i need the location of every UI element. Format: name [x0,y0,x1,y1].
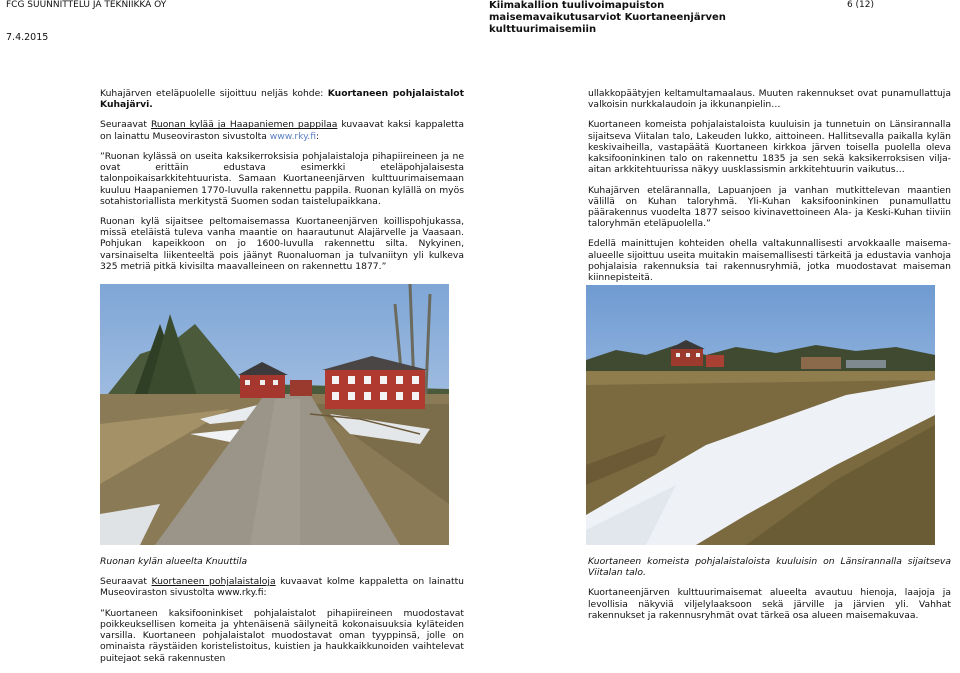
source2-text-a: Seuraavat [100,576,152,588]
right-column-top [588,88,951,292]
paragraph-landscape: Kuortaneenjärven kulttuurimaisemat alueelta avautuu hienoja, laajoja ja levollisia näkyviä viljelylaaksoon sekä järville ja järvien yli. Vahhat rakennukset ja rakennusryhmät ovat tärkeä osa alueen maisemakuvaa. [588,587,951,621]
source2-text-b: kuvaavat kolme kappaletta on lainattu Museoviraston sivustolta www.rky.fi: [100,576,464,599]
source-text-a: Seuraavat [100,119,151,131]
caption-ruona: Ruonan kylän alueelta Knuuttila [100,556,248,567]
paragraph-source-2 [100,576,464,598]
document-date: 7.4.2015 [6,32,49,43]
rky-link[interactable]: www.rky.fi [269,130,317,142]
source-link-pohjalaistalot[interactable]: Kuortaneen pohjalaistaloja [151,576,276,588]
title-line-1: Kiimakallion tuulivoimapuiston [489,0,665,11]
source-text-b: kuvaavat kaksi kappaletta on lainattu Museoviraston sivustolta [100,119,464,142]
left-column-bottom [100,556,464,673]
photo-ruona-village [100,284,449,545]
quote-ruona-2: Ruonan kylä sijaitsee peltomaisemassa Kuortaneenjärven koillispohjukassa, missä eteläistä tuleva vanha maantie on haarautunut Alajärvelle ja Vaasaan. Pohjukan kapeikkoon on jo 1600-luvulla rakennettu silta. Nykyinen, varsinaiselta liikenteeltä pois jäänyt Ruonaluoman ja tulvaniityn yli kulkeva 325 metriä pitkä kivisilta maavalleineen on rakennettu 1877.” [100,215,464,272]
intro-text: Kuhajärven eteläpuolelle sijoittuu neljäs kohde: [100,88,328,99]
paragraph-intro [100,88,464,110]
source-text-c: : [316,130,320,142]
photo-viitala-house [586,285,935,545]
source-link-ruona[interactable]: Ruonan kylää ja Haapaniemen pappilaa [150,119,338,131]
intro-bold: Kuortaneen pohjalaistalot Kuhajärvi. [100,88,464,111]
paragraph-other-buildings: Edellä mainittujen kohteiden ohella valtakunnallisesti arvokkaalle maisema-alueelle sijoittuu useita muitakin maisemallisesti tärkeitä ja edustavia vanhoja pohjalaisia rakennuksia tai rakennusryhmiä, jotka muodostavat maiseman kiinnepisteitä. [588,238,951,284]
paragraph-kuha: Kuhajärven etelärannalla, Lapuanjoen ja vanhan mutkittelevan maantien välillä on Kuhan taloryhmä. Yli-Kuhan kaksifooninkinen punamullattu päärakennus vuodelta 1877 seisoo kivinavettoineen Ala- ja Keski-Kuhan tiiviin taloryhmän eteläpuolella.” [588,184,951,230]
company-name: FCG SUUNNITTELU JA TEKNIIKKA OY [6,0,167,10]
page-number: 6 (12) [846,0,874,10]
quote-ruona-1: ”Ruonan kylässä on useita kaksikerroksisia pohjalaistaloja pihapiireineen ja ne ovat erittäin edustava esimerkki eteläpohjalaisesta talonpoikaisarkkitehtuurista. Samaan Kuortaneenjärven kulttuurimaisemaan kuuluu Haapaniemen 1770-luvulla rakennettu pappila. Ruonan kylällä on myös sotahistoriallista merkitystä Suomen sodan taistelupaikkana. [100,150,464,207]
quote-pohjalaistalot: ”Kuortaneen kaksifooninkiset pohjalaistalot pihapiireineen muodostavat poikkeuksellisen komeita ja yhtenäisenä säilyneitä kokonaisuuksia kyläteiden varsilla. Kuortaneen pohjalaistalot muodostavat oman tyyppinsä, jolle on ominaista räystäiden koristelistoitus, kuistien ja haukkaikkunoiden vaihtelevat puitejaot sekä rakennusten [100,607,464,664]
caption-viitala: Kuortaneen komeista pohjalaistaloista kuuluisin on Länsirannalla sijaitseva Viitalan talo. [588,556,951,579]
left-column-top [100,88,464,281]
paragraph-continuation: ullakkopäätyjen keltamultamaalaus. Muuten rakennukset ovat punamullattuja valkoisin nurkkalaudoin ja ikkunanpielin… [588,88,951,111]
document-title [489,0,726,36]
right-column-bottom [588,556,951,630]
paragraph-viitala: Kuortaneen komeista pohjalaistaloista kuuluisin ja tunnetuin on Länsirannalla sijaitseva Viitalan talo, Lakeuden lukko, aittoineen. Hallitsevalla paikalla kylän keskivaiheilla, vastapäätä Kuortaneen kirkkoa järven toisella puolella oleva kaksifooninkinen talo on rakennettu 1835 ja sen sekä kaksikerroksisen vilja-aitan arkkitehtuurissa näkyy uusklassismin arkkitehtuurin vaikutus… [588,119,951,176]
title-line-2: maisemavaikutusarviot Kuortaneenjärven [489,12,726,23]
title-line-3: kulttuurimaisemiin [489,24,597,35]
paragraph-source [100,119,464,141]
